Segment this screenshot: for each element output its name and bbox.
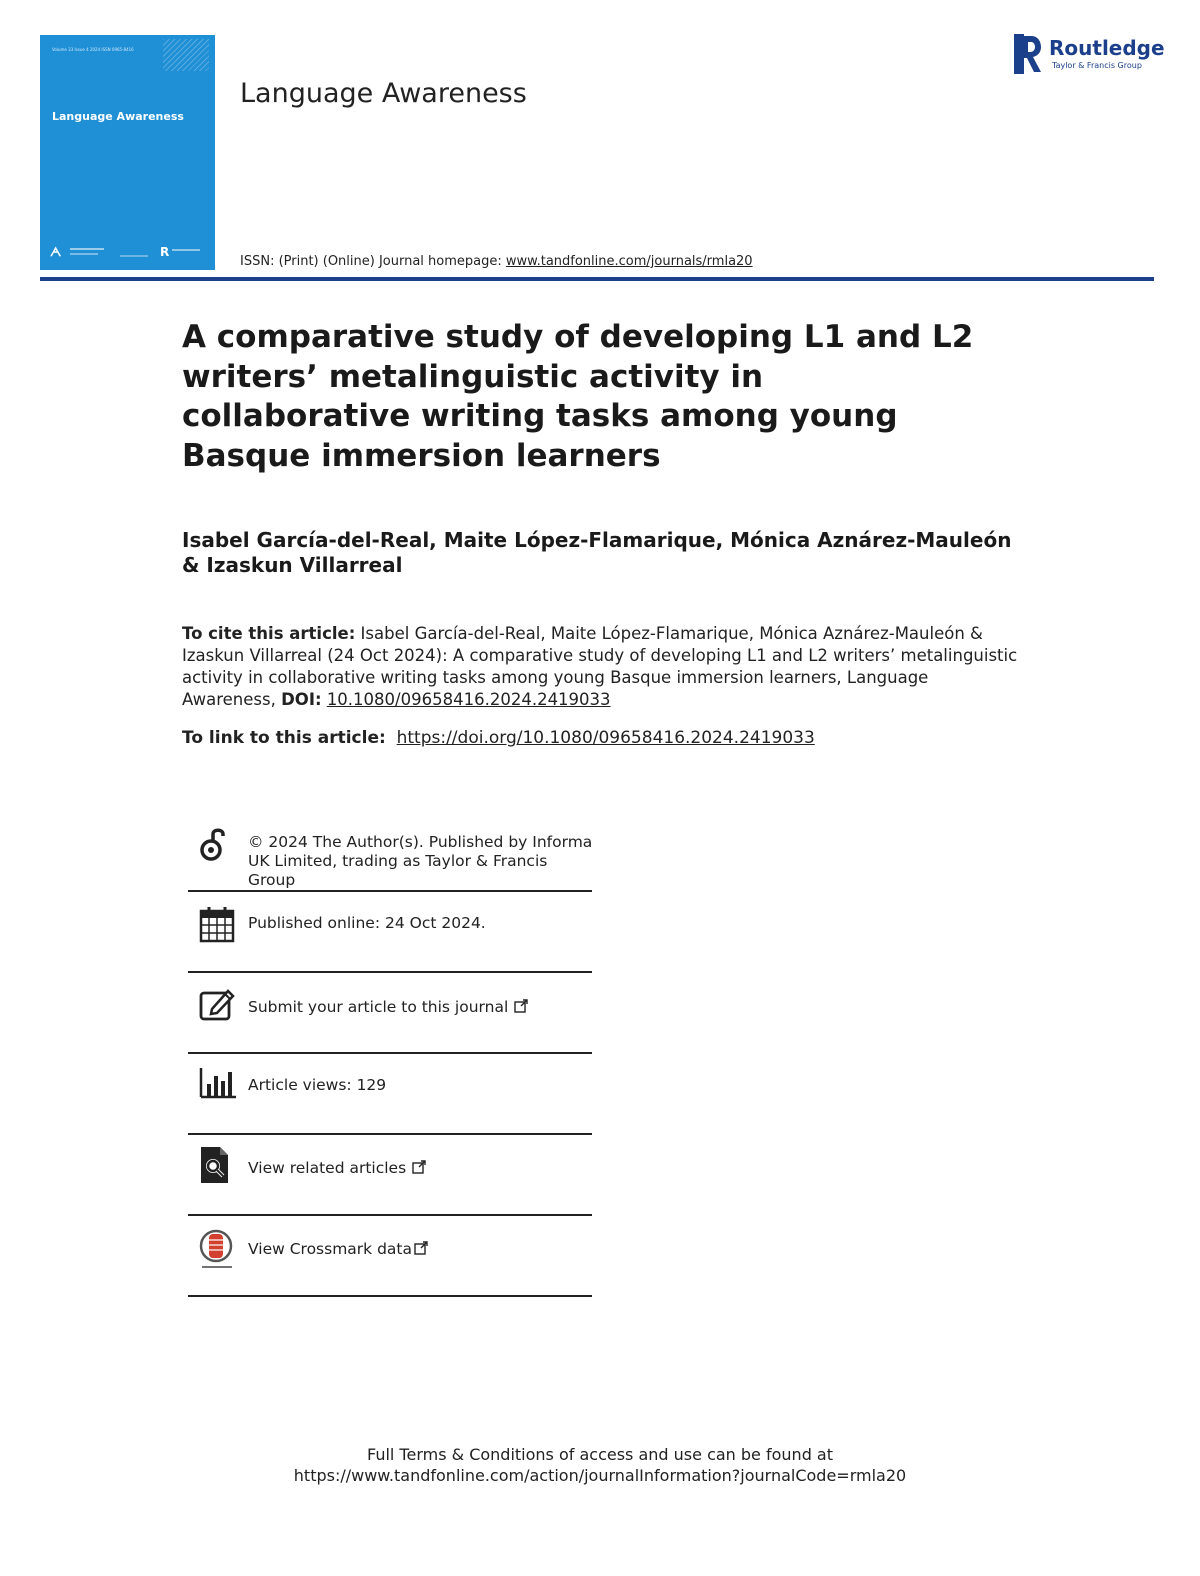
cover-publisher-logo: R xyxy=(160,245,170,259)
cover-topline: Volume 33 Issue 4 2024 ISSN 0965-8416 xyxy=(52,47,134,52)
crossmark-link[interactable] xyxy=(248,1240,428,1259)
cover-society-logo: ᗅ xyxy=(50,245,62,259)
open-access-row xyxy=(188,823,592,889)
article-link[interactable]: https://doi.org/10.1080/09658416.2024.2419033 xyxy=(396,728,815,748)
journal-homepage-link[interactable]: www.tandfonline.com/journals/rmla20 xyxy=(505,254,753,269)
publisher-wordmark: Routledge xyxy=(1049,36,1165,60)
external-link-icon xyxy=(412,1160,426,1174)
info-rule xyxy=(188,1214,592,1216)
crossmark-icon xyxy=(198,1228,238,1268)
cover-stripes xyxy=(163,39,209,71)
doi-link[interactable]: 10.1080/09658416.2024.2419033 xyxy=(326,690,611,709)
footer-line1: Full Terms & Conditions of access and use can be found at xyxy=(366,1445,834,1464)
journal-name: Language Awareness xyxy=(240,78,527,109)
info-rule xyxy=(188,1052,592,1054)
article-title: A comparative study of developing L1 and L2 writers’ metalinguistic activity in collaborative writing tasks among young Basque immersion learners xyxy=(182,319,974,474)
published-row xyxy=(188,898,592,968)
info-rule xyxy=(188,971,592,973)
footer xyxy=(0,1444,1200,1486)
open-access-text: © 2024 The Author(s). Published by Informa UK Limited, trading as Taylor & Francis Group xyxy=(248,833,593,889)
related-text: View related articles xyxy=(248,1159,407,1177)
footer-terms-link[interactable]: https://www.tandfonline.com/action/journalInformation?journalCode=rmla20 xyxy=(293,1466,907,1485)
cite-text: Isabel García-del-Real, Maite López-Flamarique, Mónica Aznárez-Mauleón & Izaskun Villarreal (24 Oct 2024): A comparative study of developing L1 and L2 writers’ metalinguistic activity in collaborative writing tasks among young Basque immersion learners, Language Awareness, xyxy=(182,624,1018,709)
document-search-icon xyxy=(198,1145,238,1185)
header-rule xyxy=(40,277,1154,281)
info-rule xyxy=(188,1133,592,1135)
publisher-logo xyxy=(1014,34,1165,78)
doi-label: DOI: xyxy=(281,690,322,709)
cite-label: To cite this article: xyxy=(182,624,356,643)
info-rule xyxy=(188,890,592,892)
journal-cover xyxy=(40,35,215,270)
submit-row[interactable] xyxy=(188,979,592,1049)
related-link[interactable] xyxy=(248,1159,426,1178)
submit-text: Submit your article to this journal xyxy=(248,998,509,1016)
cover-line xyxy=(172,249,200,251)
publisher-subtitle: Taylor & Francis Group xyxy=(1052,61,1142,70)
link-label: To link to this article: xyxy=(182,728,386,748)
info-rule xyxy=(188,1295,592,1297)
published-text: Published online: 24 Oct 2024. xyxy=(248,914,486,932)
submit-link[interactable] xyxy=(248,998,528,1017)
issn-text: ISSN: (Print) (Online) Journal homepage: xyxy=(240,254,506,269)
article-link-line xyxy=(182,728,815,748)
crossmark-text: View Crossmark data xyxy=(248,1240,412,1258)
cover-line xyxy=(70,248,104,250)
views-text: Article views: 129 xyxy=(248,1076,387,1094)
edit-icon xyxy=(198,985,238,1025)
views-row xyxy=(188,1060,592,1130)
related-row[interactable] xyxy=(188,1141,592,1211)
external-link-icon xyxy=(414,1241,428,1255)
bar-chart-icon xyxy=(198,1064,238,1104)
citation-block xyxy=(182,623,1022,711)
routledge-mark-icon xyxy=(1014,34,1042,74)
issn-line xyxy=(240,254,753,269)
article-authors: Isabel García-del-Real, Maite López-Flamarique, Mónica Aznárez-Mauleón & Izaskun Villarreal xyxy=(182,528,1012,577)
crossmark-row[interactable] xyxy=(188,1222,592,1292)
external-link-icon xyxy=(514,999,528,1013)
cover-line xyxy=(120,255,148,257)
open-access-icon xyxy=(198,823,238,863)
cover-title: Language Awareness xyxy=(52,110,184,123)
cover-line xyxy=(70,253,98,255)
calendar-icon xyxy=(198,904,238,944)
